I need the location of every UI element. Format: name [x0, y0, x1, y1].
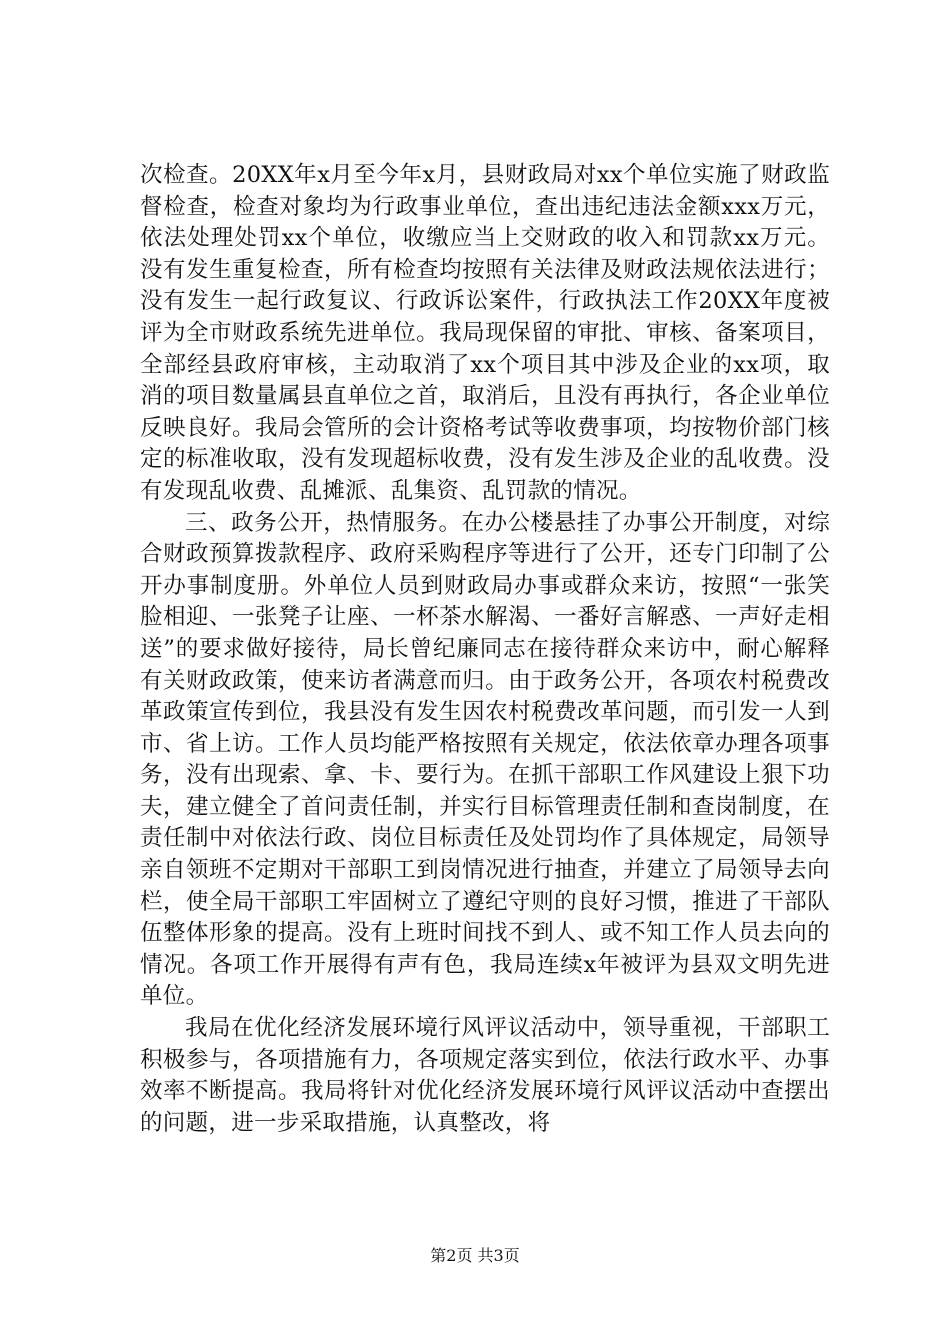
- paragraph-inspection: 次检查。20XX年x月至今年x月，县财政局对xx个单位实施了财政监督检查，检查对象均为行政事业单位，查出违纪违法金额xxx万元，依法处理处罚xx个单位，收缴应当上交财政的收入和罚款xx万元。没有发生重复检查，所有检查均按照有关法律及财政法规依法进行；没有发生一起行政复议、行政诉讼案件，行政执法工作20XX年度被评为全市财政系统先进单位。我局现保留的审批、审核、备案项目，全部经县政府审核，主动取消了xx个项目其中涉及企业的xx项，取消的项目数量属县直单位之首，取消后，且没有再执行，各企业单位反映良好。我局会管所的会计资格考试等收费事项，均按物价部门核定的标准收取，没有发现超标收费，没有发生涉及企业的乱收费。没有发现乱收费、乱摊派、乱集资、乱罚款的情况。: [140, 162, 830, 504]
- paragraph-open-government: 三、政务公开，热情服务。在办公楼悬挂了办事公开制度，对综合财政预算拨款程序、政府采购程序等进行了公开，还专门印制了公开办事制度册。外单位人员到财政局办事或群众来访，按照“一张笑脸相迎、一张凳子让座、一杯茶水解渴、一番好言解惑、一声好走相送”的要求做好接待，局长曾纪廉同志在接待群众来访中，耐心解释有关财政政策，使来访者满意而归。由于政务公开，各项农村税费改革政策宣传到位，我县没有发生因农村税费改革问题，而引发一人到市、省上访。工作人员均能严格按照有关规定，依法依章办理各项事务，没有出现索、拿、卡、要行为。在抓干部职工作风建设上狠下功夫，建立健全了首问责任制，并实行目标管理责任制和查岗制度，在责任制中对依法行政、岗位目标责任及处罚均作了具体规定，局领导亲自领班不定期对干部职工到岗情况进行抽查，并建立了局领导去向栏，使全局干部职工牢固树立了遵纪守则的良好习惯，推进了干部队伍整体形象的提高。没有上班时间找不到人、或不知工作人员去向的情况。各项工作开展得有声有色，我局连续x年被评为县双文明先进单位。: [140, 509, 830, 1010]
- document-body: [140, 160, 830, 1139]
- paragraph-conclusion: 我局在优化经济发展环境行风评议活动中，领导重视，干部职工积极参与，各项措施有力，各项规定落实到位，依法行政水平、办事效率不断提高。我局将针对优化经济发展环境行风评议活动中查摆出的问题，进一步采取措施，认真整改，将: [140, 1015, 830, 1136]
- page-number-footer: 第2页 共3页: [430, 1246, 520, 1265]
